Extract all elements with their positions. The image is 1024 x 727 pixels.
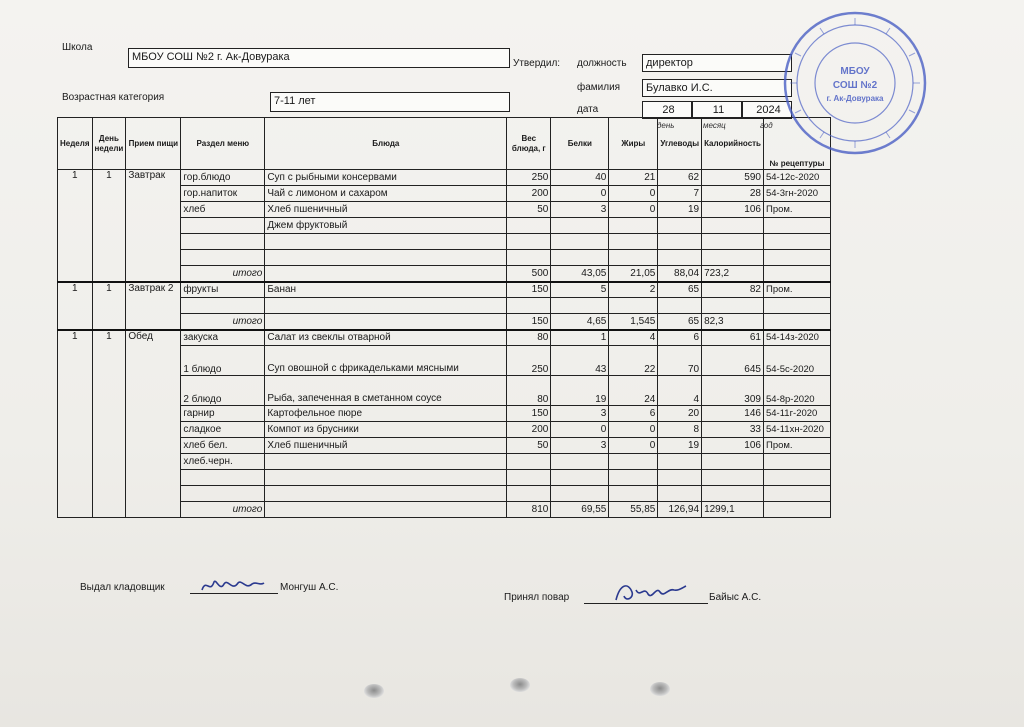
- school-field: МБОУ СОШ №2 г. Ак-Довурака: [128, 48, 510, 68]
- carbs-cell: 19: [658, 202, 702, 218]
- kcal-cell: [702, 486, 764, 502]
- total-fat-cell: 21,05: [609, 266, 658, 282]
- carbs-cell: [658, 486, 702, 502]
- recipe-cell: [763, 470, 830, 486]
- weight-cell: 150: [507, 282, 551, 298]
- carbs-cell: 65: [658, 282, 702, 298]
- punch-hole: [364, 684, 384, 698]
- col-header-week: Неделя: [58, 118, 93, 170]
- kcal-cell: 590: [702, 170, 764, 186]
- fat-cell: [609, 250, 658, 266]
- fat-cell: 22: [609, 346, 658, 376]
- carbs-cell: [658, 454, 702, 470]
- total-protein-cell: 43,05: [551, 266, 609, 282]
- recipe-cell: 54-3гн-2020: [763, 186, 830, 202]
- dish-cell: [265, 486, 507, 502]
- issued-name: Монгуш А.С.: [280, 582, 339, 593]
- age-category-field: 7-11 лет: [270, 92, 510, 112]
- carbs-cell: 6: [658, 330, 702, 346]
- meal-day-cell: 1: [92, 282, 126, 330]
- dish-cell: Чай с лимоном и сахаром: [265, 186, 507, 202]
- table-row: [58, 330, 831, 346]
- fat-cell: 0: [609, 186, 658, 202]
- weight-cell: [507, 218, 551, 234]
- dish-cell: Хлеб пшеничный: [265, 438, 507, 454]
- recipe-cell: Пром.: [763, 202, 830, 218]
- fat-cell: 21: [609, 170, 658, 186]
- approved-label: Утвердил:: [513, 58, 561, 69]
- carbs-cell: 20: [658, 406, 702, 422]
- surname-label: фамилия: [577, 82, 621, 93]
- recipe-cell: 54-11хн-2020: [763, 422, 830, 438]
- dish-cell: [265, 250, 507, 266]
- protein-cell: [551, 486, 609, 502]
- total-fat-cell: 55,85: [609, 502, 658, 518]
- kcal-cell: 33: [702, 422, 764, 438]
- recipe-cell: 54-12с-2020: [763, 170, 830, 186]
- carbs-cell: 8: [658, 422, 702, 438]
- table-row: [58, 282, 831, 298]
- round-seal: [780, 8, 930, 158]
- fat-cell: 0: [609, 422, 658, 438]
- section-cell: хлеб: [181, 202, 265, 218]
- protein-cell: 19: [551, 376, 609, 406]
- protein-cell: [551, 470, 609, 486]
- recipe-cell: Пром.: [763, 282, 830, 298]
- recipe-cell: 54-5с-2020: [763, 346, 830, 376]
- total-carbs-cell: 88,04: [658, 266, 702, 282]
- section-cell: хлеб.черн.: [181, 454, 265, 470]
- fat-cell: [609, 486, 658, 502]
- punch-hole: [510, 678, 530, 692]
- dish-cell: Картофельное пюре: [265, 406, 507, 422]
- weight-cell: 50: [507, 438, 551, 454]
- carbs-cell: 7: [658, 186, 702, 202]
- day-caption: день: [657, 121, 675, 130]
- protein-cell: 40: [551, 170, 609, 186]
- carbs-cell: [658, 298, 702, 314]
- date-day-field: 28: [642, 101, 692, 119]
- date-month-field: 11: [692, 101, 742, 119]
- year-caption: год: [760, 121, 773, 130]
- seal-line-2: СОШ №2: [832, 80, 878, 91]
- fat-cell: [609, 470, 658, 486]
- col-header-meal: Прием пищи: [126, 118, 181, 170]
- fat-cell: 4: [609, 330, 658, 346]
- total-carbs-cell: 65: [658, 314, 702, 330]
- total-label-cell: итого: [181, 314, 265, 330]
- section-cell: закуска: [181, 330, 265, 346]
- protein-cell: 3: [551, 438, 609, 454]
- section-cell: гор.блюдо: [181, 170, 265, 186]
- total-kcal-cell: 82,3: [702, 314, 764, 330]
- fat-cell: [609, 218, 658, 234]
- date-label: дата: [577, 104, 599, 115]
- section-cell: гарнир: [181, 406, 265, 422]
- section-cell: хлеб бел.: [181, 438, 265, 454]
- carbs-cell: [658, 234, 702, 250]
- surname-field: Булавко И.С.: [642, 79, 792, 97]
- kcal-cell: 28: [702, 186, 764, 202]
- punch-hole: [650, 682, 670, 696]
- col-header-section: Раздел меню: [181, 118, 265, 170]
- section-cell: 2 блюдо: [181, 376, 265, 406]
- recipe-cell: [763, 454, 830, 470]
- kcal-cell: 309: [702, 376, 764, 406]
- recipe-cell: [763, 218, 830, 234]
- carbs-cell: [658, 218, 702, 234]
- weight-cell: 250: [507, 170, 551, 186]
- total-recipe-cell: [763, 314, 830, 330]
- total-fat-cell: 1,545: [609, 314, 658, 330]
- weight-cell: 150: [507, 406, 551, 422]
- dish-cell: Рыба, запеченная в сметанном соусе: [265, 376, 507, 406]
- kcal-cell: 106: [702, 438, 764, 454]
- dish-cell: [265, 470, 507, 486]
- carbs-cell: 4: [658, 376, 702, 406]
- total-carbs-cell: 126,94: [658, 502, 702, 518]
- position-label: должность: [577, 58, 627, 69]
- received-signature-scribble: [610, 578, 690, 608]
- dish-cell: Салат из свеклы отварной: [265, 330, 507, 346]
- weight-cell: [507, 486, 551, 502]
- dish-cell: Хлеб пшеничный: [265, 202, 507, 218]
- weight-cell: 200: [507, 186, 551, 202]
- total-dish-cell: [265, 266, 507, 282]
- weight-cell: 200: [507, 422, 551, 438]
- protein-cell: 43: [551, 346, 609, 376]
- position-field: директор: [642, 54, 792, 72]
- weight-cell: [507, 454, 551, 470]
- col-header-day: День недели: [92, 118, 126, 170]
- recipe-cell: 54-11г-2020: [763, 406, 830, 422]
- received-name: Байыс А.С.: [709, 592, 762, 603]
- menu-body: [58, 170, 831, 518]
- fat-cell: [609, 454, 658, 470]
- total-protein-cell: 69,55: [551, 502, 609, 518]
- recipe-cell: 54-8р-2020: [763, 376, 830, 406]
- dish-cell: Банан: [265, 282, 507, 298]
- protein-cell: 5: [551, 282, 609, 298]
- weight-cell: [507, 470, 551, 486]
- weight-cell: 80: [507, 376, 551, 406]
- total-kcal-cell: 723,2: [702, 266, 764, 282]
- protein-cell: 0: [551, 186, 609, 202]
- kcal-cell: 106: [702, 202, 764, 218]
- meal-day-cell: 1: [92, 170, 126, 282]
- seal-line-3: г. Ак-Довурака: [826, 94, 884, 103]
- col-header-recipe: № рецептуры: [763, 118, 830, 170]
- section-cell: 1 блюдо: [181, 346, 265, 376]
- kcal-cell: [702, 470, 764, 486]
- kcal-cell: 82: [702, 282, 764, 298]
- recipe-cell: [763, 298, 830, 314]
- dish-cell: Суп овошной с фрикадельками мясными: [265, 346, 507, 376]
- dish-cell: [265, 454, 507, 470]
- section-cell: [181, 250, 265, 266]
- kcal-cell: [702, 454, 764, 470]
- dish-cell: Суп с рыбными консервами: [265, 170, 507, 186]
- issued-signature-scribble: [198, 574, 268, 598]
- section-cell: [181, 486, 265, 502]
- col-header-protein: Белки: [551, 118, 609, 170]
- carbs-cell: 62: [658, 170, 702, 186]
- kcal-cell: 645: [702, 346, 764, 376]
- section-cell: [181, 470, 265, 486]
- section-cell: сладкое: [181, 422, 265, 438]
- total-weight-cell: 150: [507, 314, 551, 330]
- total-recipe-cell: [763, 502, 830, 518]
- total-label-cell: итого: [181, 266, 265, 282]
- col-header-kcal: Калорийность: [702, 118, 764, 170]
- carbs-cell: [658, 470, 702, 486]
- col-header-carbs: Углеводы: [658, 118, 702, 170]
- section-cell: фрукты: [181, 282, 265, 298]
- kcal-cell: [702, 218, 764, 234]
- table-row: [58, 170, 831, 186]
- kcal-cell: [702, 250, 764, 266]
- school-label: Школа: [62, 42, 93, 53]
- kcal-cell: 61: [702, 330, 764, 346]
- total-label-cell: итого: [181, 502, 265, 518]
- col-header-dishes: Блюда: [265, 118, 507, 170]
- recipe-cell: [763, 234, 830, 250]
- weight-cell: [507, 250, 551, 266]
- meal-meal-cell: Обед: [126, 330, 181, 518]
- month-caption: месяц: [703, 121, 726, 130]
- date-year-field: 2024: [742, 101, 792, 119]
- carbs-cell: [658, 250, 702, 266]
- seal-line-1: МБОУ: [840, 66, 870, 77]
- total-dish-cell: [265, 502, 507, 518]
- dish-cell: Джем фруктовый: [265, 218, 507, 234]
- received-label: Принял повар: [504, 592, 570, 603]
- menu-table: [57, 117, 831, 518]
- protein-cell: 3: [551, 406, 609, 422]
- section-cell: [181, 298, 265, 314]
- weight-cell: [507, 298, 551, 314]
- protein-cell: [551, 250, 609, 266]
- fat-cell: [609, 298, 658, 314]
- section-cell: [181, 218, 265, 234]
- meal-week-cell: 1: [58, 170, 93, 282]
- section-cell: гор.напиток: [181, 186, 265, 202]
- protein-cell: [551, 298, 609, 314]
- dish-cell: [265, 298, 507, 314]
- total-kcal-cell: 1299,1: [702, 502, 764, 518]
- issued-label: Выдал кладовщик: [80, 582, 165, 593]
- meal-meal-cell: Завтрак: [126, 170, 181, 282]
- protein-cell: 0: [551, 422, 609, 438]
- fat-cell: 6: [609, 406, 658, 422]
- protein-cell: [551, 454, 609, 470]
- weight-cell: 250: [507, 346, 551, 376]
- section-cell: [181, 234, 265, 250]
- fat-cell: [609, 234, 658, 250]
- protein-cell: [551, 218, 609, 234]
- kcal-cell: [702, 234, 764, 250]
- meal-week-cell: 1: [58, 282, 93, 330]
- kcal-cell: 146: [702, 406, 764, 422]
- recipe-cell: 54-14з-2020: [763, 330, 830, 346]
- meal-meal-cell: Завтрак 2: [126, 282, 181, 330]
- recipe-cell: [763, 250, 830, 266]
- recipe-cell: [763, 486, 830, 502]
- total-recipe-cell: [763, 266, 830, 282]
- carbs-cell: 19: [658, 438, 702, 454]
- fat-cell: 0: [609, 438, 658, 454]
- total-weight-cell: 500: [507, 266, 551, 282]
- col-header-weight: Вес блюда, г: [507, 118, 551, 170]
- fat-cell: 24: [609, 376, 658, 406]
- weight-cell: [507, 234, 551, 250]
- meal-week-cell: 1: [58, 330, 93, 518]
- table-header-row: [58, 118, 831, 170]
- total-protein-cell: 4,65: [551, 314, 609, 330]
- protein-cell: 1: [551, 330, 609, 346]
- weight-cell: 80: [507, 330, 551, 346]
- total-weight-cell: 810: [507, 502, 551, 518]
- fat-cell: 2: [609, 282, 658, 298]
- kcal-cell: [702, 298, 764, 314]
- total-dish-cell: [265, 314, 507, 330]
- carbs-cell: 70: [658, 346, 702, 376]
- protein-cell: [551, 234, 609, 250]
- recipe-cell: Пром.: [763, 438, 830, 454]
- dish-cell: Компот из брусники: [265, 422, 507, 438]
- protein-cell: 3: [551, 202, 609, 218]
- dish-cell: [265, 234, 507, 250]
- meal-day-cell: 1: [92, 330, 126, 518]
- col-header-fat: Жиры: [609, 118, 658, 170]
- weight-cell: 50: [507, 202, 551, 218]
- age-category-label: Возрастная категория: [62, 92, 165, 103]
- fat-cell: 0: [609, 202, 658, 218]
